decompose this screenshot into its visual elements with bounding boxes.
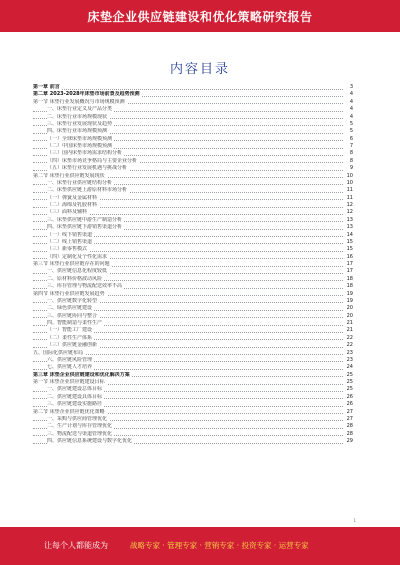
- toc-entry[interactable]: [33, 217, 353, 224]
- table-of-contents: [33, 84, 353, 445]
- toc-entry[interactable]: [33, 364, 353, 371]
- toc-entry-label: （二）中国床垫市场规模预测: [47, 143, 113, 149]
- toc-entry[interactable]: [33, 283, 353, 290]
- toc-entry-page: 4: [349, 106, 353, 113]
- toc-entry-label: （二）柔性生产体系: [47, 334, 93, 341]
- toc-entry-page: 4: [349, 98, 353, 105]
- toc-entry[interactable]: [33, 320, 353, 327]
- toc-entry[interactable]: [33, 150, 353, 157]
- toc-entry-page: 16: [346, 253, 353, 260]
- toc-entry[interactable]: [33, 357, 353, 364]
- toc-entry[interactable]: [33, 91, 353, 98]
- toc-entry[interactable]: [33, 106, 353, 113]
- toc-entry-label: 第三节 床垫行业供应链存在的问题: [33, 261, 110, 267]
- toc-entry-label: 第一节 床垫企业供应链建设目标: [33, 379, 105, 385]
- toc-entry-page: 22: [346, 334, 353, 341]
- footer-slogan-text: 战略专家 · 管理专家 · 营销专家 · 投资专家 · 运营专家: [130, 541, 309, 550]
- toc-entry-label: 三、供应链协同与整合: [47, 312, 98, 319]
- toc-entry-label: 一、供应链信息化程度较低: [47, 268, 108, 275]
- toc-entry-page: 28: [346, 430, 353, 437]
- toc-entry-page: 18: [346, 275, 353, 282]
- toc-entry-label: 第四节 床垫行业供应链发展趋势: [33, 290, 105, 297]
- toc-entry-page: 8: [349, 157, 353, 164]
- toc-entry-page: 14: [346, 231, 353, 238]
- toc-entry[interactable]: [33, 342, 353, 349]
- toc-entry-label: （五）床垫行业发展机遇与挑战分析: [47, 165, 128, 172]
- toc-entry[interactable]: [33, 291, 353, 298]
- toc-entry[interactable]: [33, 409, 353, 416]
- toc-entry[interactable]: [33, 165, 353, 172]
- toc-entry-label: 三、床垫行业发展现状及趋势: [47, 120, 113, 127]
- footer-brand-text: 让每个人都能成为: [44, 541, 108, 550]
- toc-entry-label: （四）床垫市场竞争格局与主要企业分析: [47, 157, 138, 164]
- toc-entry-page: 21: [346, 320, 353, 326]
- toc-entry-page: 13: [346, 216, 353, 223]
- toc-entry-page: 17: [346, 268, 353, 275]
- toc-entry-label: 一、床垫行业定义及产品分类: [47, 106, 113, 113]
- toc-entry-label: 二、绿色供应链建设: [47, 305, 93, 312]
- toc-entry-label: （二）海绵及乳胶材料: [47, 202, 98, 208]
- toc-entry-page: 29: [346, 438, 353, 444]
- toc-entry-label: 第一节 床垫行业发展概况与市场规模预测: [33, 98, 125, 105]
- toc-entry[interactable]: [33, 313, 353, 320]
- toc-entry-label: 一、采购与供应商管理优化: [47, 415, 108, 422]
- toc-entry-label: 二、供应链建设具体目标: [47, 393, 103, 400]
- toc-entry[interactable]: [33, 431, 353, 438]
- toc-entry[interactable]: [33, 232, 353, 239]
- toc-entry[interactable]: [33, 298, 353, 305]
- toc-entry-label: 三、物流配送与渠道管理优化: [47, 430, 113, 437]
- toc-entry[interactable]: [33, 394, 353, 401]
- toc-entry-page: 26: [346, 393, 353, 400]
- toc-entry-page: 6: [349, 135, 353, 142]
- toc-entry-page: 20: [346, 312, 353, 319]
- toc-entry-label: 四、床垫行业市场规模预测: [47, 128, 108, 135]
- toc-entry-page: 25: [346, 386, 353, 393]
- toc-entry-page: 28: [346, 423, 353, 430]
- toc-entry[interactable]: [33, 372, 353, 379]
- report-title: 床垫企业供应链建设和优化策略研究报告: [87, 10, 313, 24]
- toc-entry-label: （三）新零售模式: [47, 246, 88, 253]
- toc-entry-page: 5: [349, 128, 353, 135]
- toc-entry[interactable]: [33, 128, 353, 135]
- toc-entry[interactable]: [33, 158, 353, 165]
- toc-entry[interactable]: [33, 180, 353, 187]
- toc-entry-label: （二）线上销售渠道: [47, 238, 93, 245]
- toc-entry[interactable]: [33, 202, 353, 209]
- toc-entry-label: 第一章 前言: [33, 84, 60, 90]
- footer-bar: [0, 527, 400, 565]
- toc-entry[interactable]: [33, 173, 353, 180]
- toc-entry-label: 二、原材料价格波动风险: [47, 275, 103, 282]
- toc-entry-page: 19: [346, 290, 353, 297]
- toc-entry[interactable]: [33, 239, 353, 246]
- toc-entry-label: （一）线下销售渠道: [47, 231, 93, 238]
- toc-entry[interactable]: [33, 335, 353, 342]
- toc-entry-label: 一、供应链建设总体目标: [47, 386, 103, 393]
- toc-entry-label: 第三章 床垫企业供应链建设和优化解决方案: [33, 371, 130, 378]
- toc-entry[interactable]: [33, 386, 353, 393]
- toc-entry-label: 第二章 2023-2028年床垫市场前景及趋势预测: [33, 91, 140, 98]
- toc-entry[interactable]: [33, 261, 353, 268]
- toc-entry-page: 11: [346, 187, 353, 194]
- toc-entry-page: 15: [346, 238, 353, 245]
- toc-entry-label: （一）全球床垫市场规模预测: [47, 135, 113, 142]
- toc-entry[interactable]: [33, 121, 353, 128]
- toc-entry-label: （一）智能工厂建设: [47, 327, 93, 334]
- toc-entry[interactable]: [33, 327, 353, 334]
- toc-entry-page: 27: [346, 408, 353, 415]
- toc-entry-page: 4: [349, 91, 353, 98]
- toc-entry[interactable]: [33, 423, 353, 430]
- toc-entry-page: 25: [346, 371, 353, 378]
- toc-entry[interactable]: [33, 416, 353, 423]
- toc-entry-label: 六、供应链风险管理: [47, 356, 93, 363]
- toc-entry-page: 17: [346, 261, 353, 267]
- toc-entry[interactable]: [33, 254, 353, 261]
- toc-entry-page: 26: [346, 401, 353, 408]
- toc-entry[interactable]: [33, 114, 353, 121]
- toc-entry-label: 三、供应链建设实施路径: [47, 401, 103, 408]
- toc-entry-label: （四）定制化及个性化需求: [47, 253, 108, 260]
- toc-entry-page: 19: [346, 297, 353, 304]
- toc-entry-page: 13: [346, 224, 353, 231]
- toc-entry-page: 27: [346, 415, 353, 422]
- toc-leader-dots: [33, 89, 343, 90]
- toc-entry[interactable]: [33, 268, 353, 275]
- toc-entry-label: 四、床垫供应链下游销售渠道分析: [47, 224, 123, 231]
- toc-entry-label: 七、供应链人才培养: [47, 364, 93, 371]
- toc-entry-page: 23: [346, 356, 353, 363]
- toc-entry[interactable]: [33, 305, 353, 312]
- toc-entry-page: 23: [346, 349, 353, 356]
- toc-entry-page: 3: [349, 84, 353, 90]
- toc-entry[interactable]: [33, 246, 353, 253]
- toc-entry[interactable]: [33, 224, 353, 231]
- toc-entry[interactable]: [33, 379, 353, 386]
- toc-entry-page: 7: [349, 143, 353, 149]
- toc-entry-page: 5: [349, 120, 353, 127]
- toc-entry-page: 20: [346, 305, 353, 312]
- toc-entry[interactable]: [33, 136, 353, 143]
- toc-entry-page: 10: [346, 179, 353, 186]
- toc-entry-page: 18: [346, 283, 353, 290]
- toc-entry-label: 一、床垫行业供应链结构分析: [47, 179, 113, 186]
- toc-entry-page: 24: [346, 364, 353, 371]
- toc-entry-label: 三、库存管理与物流配送效率不高: [47, 283, 123, 290]
- toc-entry-page: 12: [346, 202, 353, 208]
- page-number: 1: [353, 518, 356, 523]
- toc-entry-page: 9: [349, 165, 353, 172]
- toc-entry-label: 四、智能制造与柔性生产: [47, 320, 103, 326]
- toc-entry-label: （三）供应链金融创新: [47, 342, 98, 349]
- toc-entry[interactable]: [33, 99, 353, 106]
- toc-entry-label: （一）弹簧及金属材料: [47, 194, 98, 201]
- toc-entry-label: 第二节 床垫企业供应链优化策略: [33, 408, 105, 415]
- toc-entry[interactable]: [33, 401, 353, 408]
- toc-entry-page: 25: [346, 379, 353, 385]
- toc-entry-label: （三）国内床垫市场需求结构分析: [47, 150, 123, 157]
- toc-entry-label: 二、生产计划与库存管理优化: [47, 423, 113, 430]
- toc-entry[interactable]: [33, 195, 353, 202]
- toc-entry[interactable]: [33, 84, 353, 91]
- toc-entry-page: 4: [349, 113, 353, 120]
- toc-entry-label: 四、供应链信息系统建设与数字化优化: [47, 438, 133, 444]
- toc-entry-page: 8: [349, 150, 353, 157]
- toc-entry[interactable]: [33, 276, 353, 283]
- toc-entry-page: 21: [346, 327, 353, 334]
- toc-entry-label: 二、床垫供应链上游原材料市场分析: [47, 187, 128, 194]
- toc-entry-page: 15: [346, 246, 353, 253]
- toc-entry-page: 10: [346, 172, 353, 179]
- toc-entry-label: 第二节 床垫行业供应链发展现状: [33, 172, 105, 179]
- toc-entry-label: 一、供应链数字化转型: [47, 297, 98, 304]
- toc-entry-page: 22: [346, 342, 353, 349]
- toc-entry[interactable]: [33, 438, 353, 445]
- toc-entry-page: 12: [346, 209, 353, 216]
- toc-entry[interactable]: [33, 350, 353, 357]
- toc-entry-label: 五、国际化供应链布局: [33, 349, 84, 356]
- report-header-bar: [0, 0, 400, 32]
- toc-entry-label: 三、床垫供应链中游生产制造分析: [47, 216, 123, 223]
- toc-entry[interactable]: [33, 143, 353, 150]
- toc-entry-label: 二、床垫行业市场规模现状: [47, 113, 108, 120]
- toc-entry-page: 11: [346, 194, 353, 201]
- toc-entry[interactable]: [33, 209, 353, 216]
- toc-entry-label: （三）面料及辅料: [47, 209, 88, 216]
- toc-heading: 内容目录: [169, 62, 230, 77]
- toc-entry[interactable]: [33, 187, 353, 194]
